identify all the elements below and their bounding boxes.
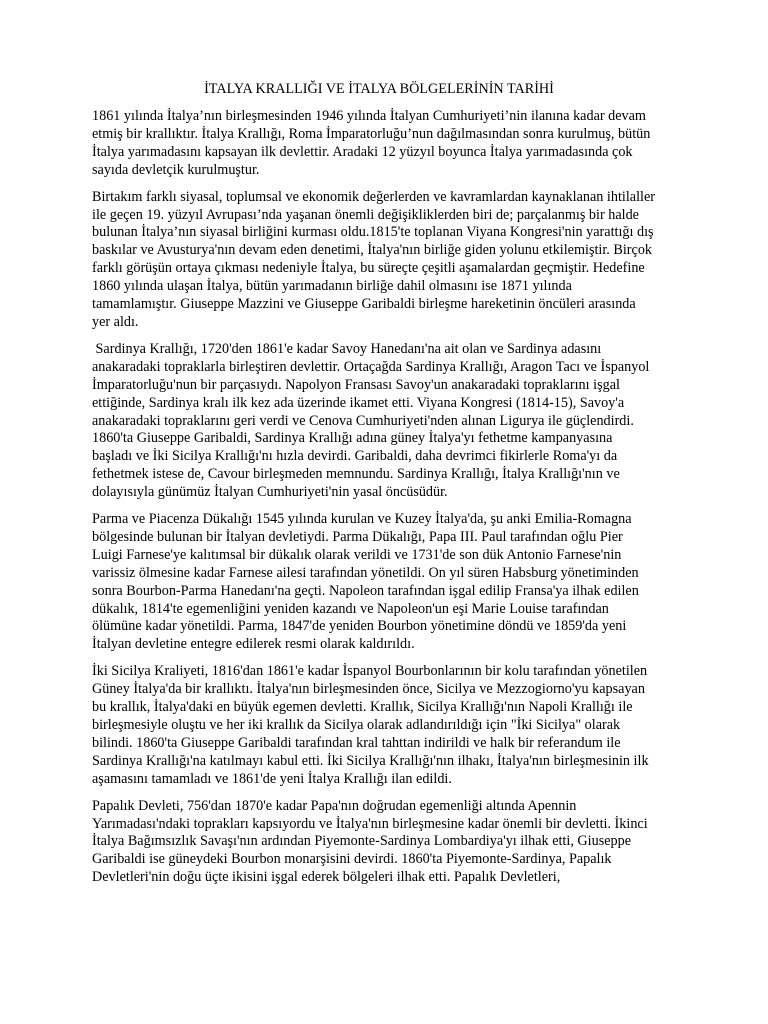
document-title: İTALYA KRALLIĞI VE İTALYA BÖLGELERİNİN TARİHİ [204,81,554,97]
paragraph-1: 1861 yılında İtalya’nın birleşmesinden 1946 yılında İtalyan Cumhuriyeti’nin ilanına kadar devam etmiş bir krallıktır. İtalya Krallığı, Roma İmparatorluğu’nun dağılmasından sonra kurulmuş, bütün İtalya yarımadasını kapsayan ilk devlettir. Aradaki 12 yüzyıl boyunca İtalya yarımadasında çok sayıda devletçik kurulmuştur. [92,108,651,178]
paragraph-6: Papalık Devleti, 756'dan 1870'e kadar Papa'nın doğrudan egemenliği altında Apennin Yarımadası'ndaki toprakları kapsıyordu ve İtalya'nın birleşmesine kadar önemli bir devletti. İkinci İtalya Bağımsızlık Savaşı'nın ardından Piyemonte-Sardinya Lombardiya'yı ilhak etti, Giuseppe Garibaldi ise güneydeki Bourbon monarşisini devirdi. 1860'ta Piyemonte-Sardinya, Papalık Devletleri'nin doğu üçte ikisini işgal ederek bölgeleri ilhak etti. Papalık Devletleri, [92,797,648,886]
paragraph-2: Birtakım farklı siyasal, toplumsal ve ekonomik değerlerden ve kavramlardan kaynaklanan ihtilaller ile geçen 19. yüzyıl Avrupası’nda yaşanan önemli değişikliklerden biri de; parçalanmış bir halde bulunan İtalya’nın siyasal birliğini kurması oldu.1815'te toplanan Viyana Kongresi'nin yarattığı dış baskılar ve Avusturya'nın devam eden denetimi, İtalya'nın birliğe giden yolunu etkilemiştir. Birçok farklı görüşün ortaya çıkması nedeniyle İtalya, bu süreçte çeşitli aşamalardan geçmiştir. Hedefine 1860 yılında ulaşan İtalya, bütün yarımadanın birliğe dahil olmasını ise 1871 yılında tamamlamıştır. Giuseppe Mazzini ve Giuseppe Garibaldi birleşme hareketinin öncüleri arasında yer aldı. [92,188,655,330]
paragraph-4: Parma ve Piacenza Dükalığı 1545 yılında kurulan ve Kuzey İtalya'da, şu anki Emilia-Romagna bölgesinde bulunan bir İtalyan devletiydi. Parma Dükalığı, Papa III. Paul tarafından oğlu Pier Luigi Farnese'ye kalıtımsal bir dükalık olarak verildi ve 1731'de son dük Antonio Farnese'nin varissiz ölmesine kadar Farnese ailesi tarafından yönetildi. On yıl süren Habsburg yönetiminden sonra Bourbon-Parma Hanedanı'na geçti. Napoleon tarafından işgal edilip Fransa'ya ilhak edilen dükalık, 1814'te egemenliğini yeniden kazandı ve Napoleon'un eşi Marie Louise tarafından ölümüne kadar yönetildi. Parma, 1847'de yeniden Bourbon yönetimine döndü ve 1859'da yeni İtalyan devletine entegre edilerek resmi olarak kaldırıldı. [92,511,639,653]
paragraph-5: İki Sicilya Kraliyeti, 1816'dan 1861'e kadar İspanyol Bourbonlarının bir kolu tarafından yönetilen Güney İtalya'da bir krallıktı. İtalya'nın birleşmesinden önce, Sicilya ve Mezzogiorno'yu kapsayan bu krallık, İtalya'daki en büyük egemen devletti. Krallık, Sicilya Krallığı'nın Napoli Krallığı ile birleşmesiyle oluştu ve her iki krallık da Sicilya olarak adlandırıldığı için "İki Sicilya" olarak bilindi. 1860'ta Giuseppe Garibaldi tarafından kral tahttan indirildi ve halk bir referandum ile Sardinya Krallığı'na katılmayı kabul etti. İki Sicilya Krallığı'nın ilhakı, İtalya'nın birleşmesinin ilk aşamasını tamamladı ve 1861'de yeni İtalya Krallığı ilan edildi. [92,663,649,787]
paragraph-3: Sardinya Krallığı, 1720'den 1861'e kadar Savoy Hanedanı'na ait olan ve Sardinya adasını anakaradaki topraklarla birleştiren devlettir. Ortaçağda Sardinya Krallığı, Aragon Tacı ve İspanyol İmparatorluğu'nun bir parçasıydı. Napolyon Fransası Savoy'un anakaradaki topraklarını işgal ettiğinde, Sardinya kralı ilk kez ada üzerinde ikamet etti. Viyana Kongresi (1814-15), Savoy'a anakaradaki topraklarını geri verdi ve Cenova Cumhuriyeti'nden alınan Ligurya ile güçlendirdi. 1860'ta Giuseppe Garibaldi, Sardinya Krallığı adına güney İtalya'yı fethetme kampanyasına başladı ve İki Sicilya Krallığı'nı hızla devirdi. Garibaldi, daha devrimci fikirlerle Roma'yı da fethetmek istese de, Cavour birleşmeden memnundu. Sardinya Krallığı, İtalya Krallığı'nın ve dolayısıyla günümüz İtalyan Cumhuriyeti'nin yasal öncüsüdür. [92,340,653,501]
